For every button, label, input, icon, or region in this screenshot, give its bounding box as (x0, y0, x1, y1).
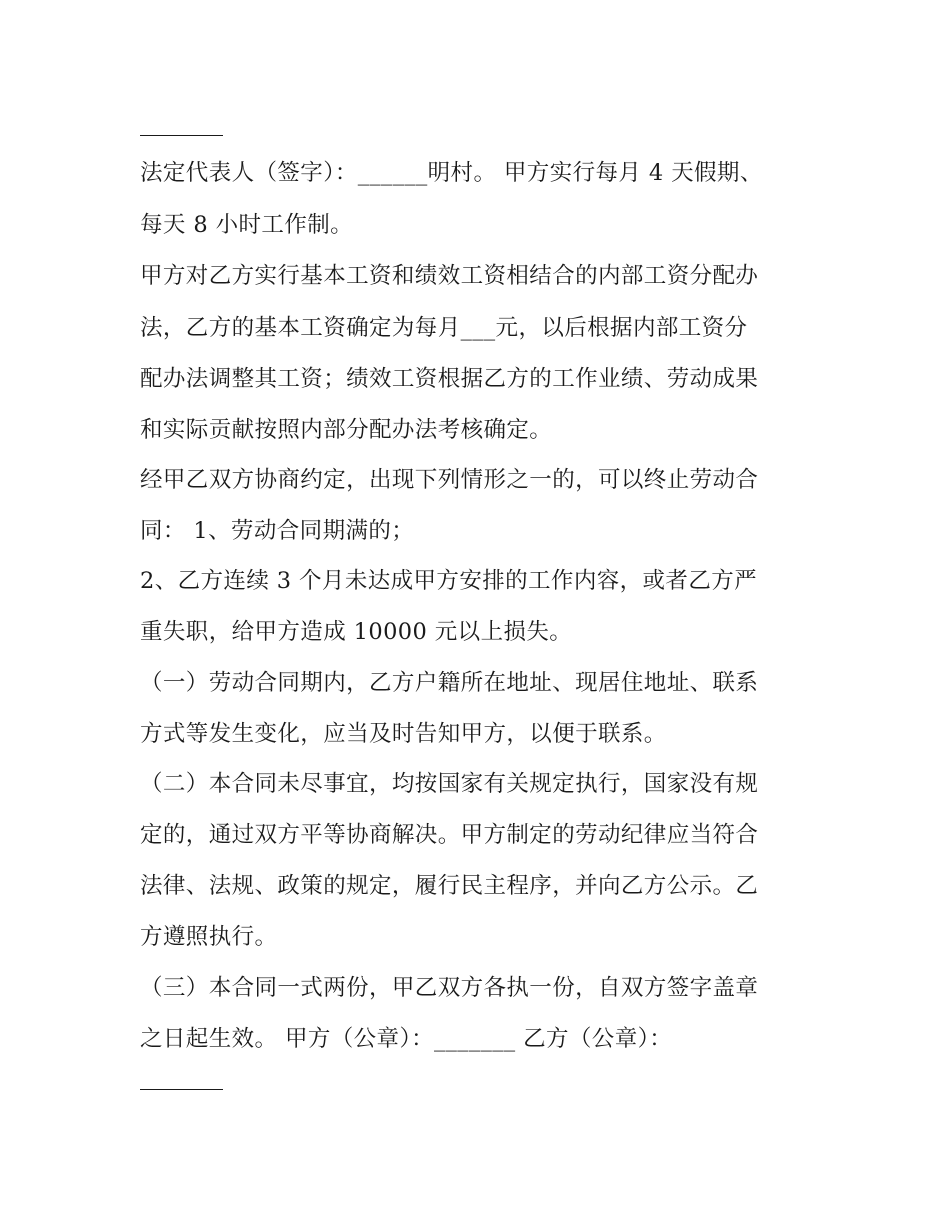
text-line: （二）本合同未尽事宜，均按国家有关规定执行，国家没有规 (140, 771, 759, 797)
text-line: 法律、法规、政策的规定，履行民主程序，并向乙方公示。乙 (140, 873, 759, 899)
text-line: 经甲乙双方协商约定，出现下列情形之一的，可以终止劳动合 (140, 467, 759, 493)
text-line: 之日起生效。 甲方（公章）：_______ 乙方（公章）： (140, 1026, 673, 1052)
text-line: （三）本合同一式两份，甲乙双方各执一份，自双方签字盖章 (140, 975, 759, 1001)
text-line: 甲方对乙方实行基本工资和绩效工资相结合的内部工资分配办 (140, 263, 759, 289)
text-line: 配办法调整其工资；绩效工资根据乙方的工作业绩、劳动成果 (140, 366, 759, 392)
text-line: 方遵照执行。 (140, 924, 278, 950)
text-line: 定的，通过双方平等协商解决。甲方制定的劳动纪律应当符合 (140, 822, 759, 848)
text-line: 方式等发生变化，应当及时告知甲方，以便于联系。 (140, 721, 667, 747)
text-line: 2、乙方连续 3 个月未达成甲方安排的工作内容，或者乙方严 (140, 568, 758, 594)
text-line: 同： 1、劳动合同期满的； (140, 518, 415, 544)
text-line: 法定代表人（签字）：______明村。 甲方实行每月 4 天假期、 (140, 160, 763, 186)
text-line: 每天 8 小时工作制。 (140, 212, 354, 238)
text-line: 法，乙方的基本工资确定为每月___元，以后根据内部工资分 (140, 315, 748, 341)
signature-blank-top (140, 135, 223, 136)
text-line: （一）劳动合同期内，乙方户籍所在地址、现居住地址、联系 (140, 670, 759, 696)
text-line: 和实际贡献按照内部分配办法考核确定。 (140, 417, 553, 443)
signature-blank-bottom (140, 1089, 223, 1090)
text-line: 重失职，给甲方造成 10000 元以上损失。 (140, 619, 573, 645)
